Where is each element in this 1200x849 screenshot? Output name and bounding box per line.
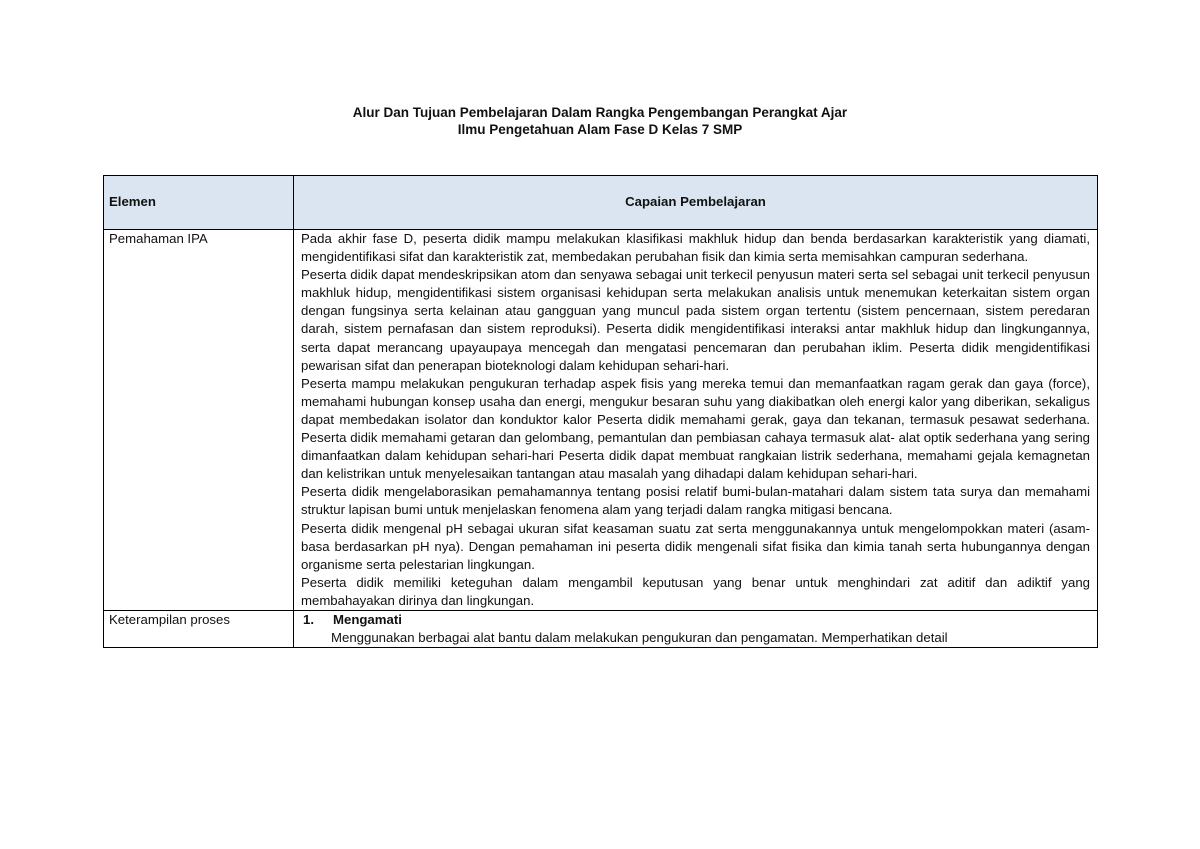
capaian-paragraph: Peserta didik mengenal pH sebagai ukuran sifat keasaman suatu zat serta menggunakannya untuk mengelompokkan materi (asam-basa berdasarkan pH nya). Dengan pemahaman ini peserta didik mengenali sifat fisika dan kimia tanah serta hubungannya dengan organisme serta pelestarian lingkungan. <box>301 520 1090 572</box>
capaian-paragraph: Peserta mampu melakukan pengukuran terhadap aspek fisis yang mereka temui dan memanfaatkan ragam gerak dan gaya (force), memahami hubungan konsep usaha dan energi, mengukur besaran suhu yang diakibatkan oleh energi kalor yang diberikan, sekaligus dapat membedakan isolator dan konduktor kalor Peserta didik memahami gerak, gaya dan tekanan, termasuk pesawat sederhana. Peserta didik memahami getaran dan gelombang, pemantulan dan pembiasan cahaya termasuk alat- alat optik sederhana yang sering dimanfaatkan dalam kehidupan sehari-hari Peserta didik dapat membuat rangkaian listrik sederhana, memahami gejala kemagnetan dan kelistrikan untuk menyelesaikan tantangan atau masalah yang dihadapi dalam kehidupan sehari-hari. <box>301 375 1090 482</box>
capaian-paragraph: Peserta didik mengelaborasikan pemahamannya tentang posisi relatif bumi-bulan-matahari dalam sistem tata surya dan memahami struktur lapisan bumi untuk menjelaskan fenomena alam yang terjadi dalam rangka mitigasi bencana. <box>301 484 1090 518</box>
capaian-paragraph: Pada akhir fase D, peserta didik mampu melakukan klasifikasi makhluk hidup dan benda berdasarkan karakteristik yang diamati, mengidentifikasi sifat dan karakteristik zat, membedakan perubahan fisik dan kimia serta memisahkan campuran sederhana. <box>301 231 1090 265</box>
learning-outcomes-table <box>103 175 1098 648</box>
process-item-title: Mengamati <box>333 611 402 627</box>
capaian-cell <box>294 610 1098 647</box>
capaian-cell <box>294 230 1098 611</box>
capaian-paragraph: Peserta didik memiliki keteguhan dalam mengambil keputusan yang benar untuk menghindari zat aditif dan adiktif yang membahayakan dirinya dan lingkungan. <box>301 574 1090 608</box>
process-item <box>301 611 1090 629</box>
header-elemen: Elemen <box>104 176 294 230</box>
table-row <box>104 230 1098 611</box>
elemen-cell: Pemahaman IPA <box>104 230 294 611</box>
process-item-number: 1. <box>303 611 314 627</box>
capaian-paragraph: Peserta didik dapat mendeskripsikan atom dan senyawa sebagai unit terkecil penyusun materi serta sel sebagai unit terkecil penyusun makhluk hidup, mengidentifikasi sistem organisasi kehidupan serta melakukan analisis untuk menemukan keterkaitan sistem organ dengan fungsinya serta kelainan atau gangguan yang muncul pada sistem organ tertentu (sistem pencernaan, sistem peredaran darah, sistem pernafasan dan sistem reproduksi). Peserta didik mengidentifikasi interaksi antar makhluk hidup dan lingkungannya, serta dapat merancang upayaupaya mencegah dan mengatasi pencemaran dan perubahan iklim. Peserta didik mengidentifikasi pewarisan sifat dan penerapan bioteknologi dalam kehidupan sehari-hari. <box>301 267 1090 373</box>
process-item-description: Menggunakan berbagai alat bantu dalam melakukan pengukuran dan pengamatan. Memperhatikan detail <box>331 630 948 646</box>
document-title <box>0 104 1200 138</box>
table-header-row <box>104 176 1098 230</box>
elemen-cell: Keterampilan proses <box>104 610 294 647</box>
title-line-2: Ilmu Pengetahuan Alam Fase D Kelas 7 SMP <box>457 122 743 137</box>
table-row <box>104 610 1098 647</box>
title-line-1: Alur Dan Tujuan Pembelajaran Dalam Rangka Pengembangan Perangkat Ajar <box>352 105 848 120</box>
header-capaian: Capaian Pembelajaran <box>294 176 1098 230</box>
